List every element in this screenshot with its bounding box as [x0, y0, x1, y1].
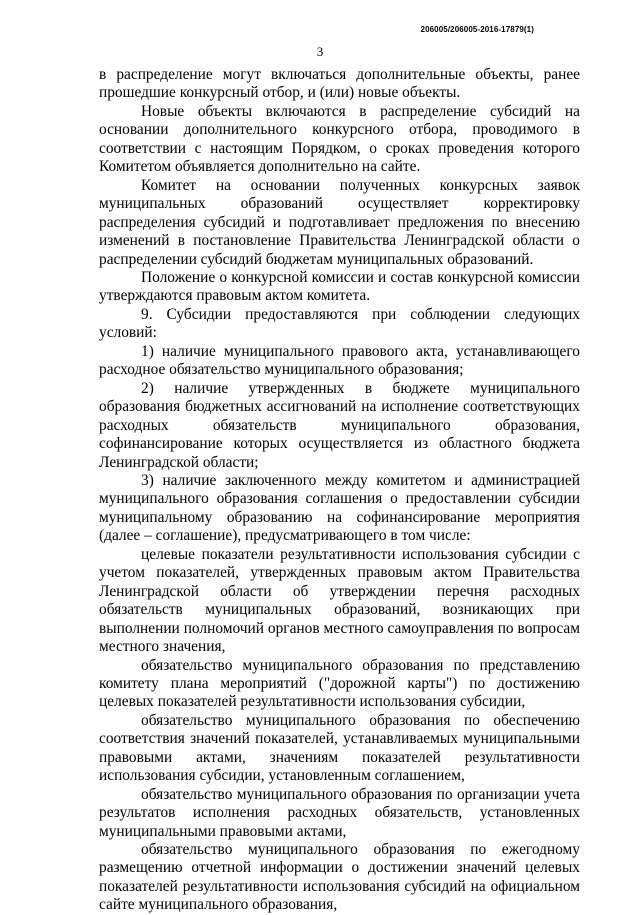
- paragraph: обязательство муниципального образования по организации учета результатов исполнения расходных обязательств, установленных муниципальными правовыми актами,: [99, 785, 580, 840]
- paragraph: 2) наличие утвержденных в бюджете муниципального образования бюджетных ассигнований на исполнение соответствующих расходных обязательств муниципального образования, софинансирование которых осуществляется из областного бюджета Ленинградской области;: [99, 379, 580, 471]
- paragraph: 1) наличие муниципального правового акта, устанавливающего расходное обязательство муниципального образования;: [99, 342, 580, 379]
- paragraph: обязательство муниципального образования по представлению комитету плана мероприятий ("дорожной карты") по достижению целевых показателей результативности использования субсидии,: [99, 656, 580, 711]
- paragraph: обязательство муниципального образования по ежегодному размещению отчетной информации о достижении значений целевых показателей результативности использования субсидий на официальном сайте муниципального образования,: [99, 841, 580, 914]
- document-body: [99, 66, 580, 915]
- paragraph: в распределение могут включаться дополнительные объекты, ранее прошедшие конкурсный отбор, и (или) новые объекты.: [99, 66, 580, 102]
- paragraph: обязательство муниципального образования по обеспечению соответствия значений показателей, устанавливаемых муниципальными правовыми актами, значениям показателей результативности использования субсидии, установленным соглашением,: [99, 711, 580, 785]
- paragraph: 9. Субсидии предоставляются при соблюдении следующих условий:: [99, 305, 580, 342]
- document-id: 206005/206005-2016-17879(1): [420, 25, 534, 34]
- paragraph: 3) наличие заключенного между комитетом и администрацией муниципального образования соглашения о предоставлении субсидии муниципальному образованию на софинансирование мероприятия (далее – соглашение), предусматривающего в том числе:: [99, 471, 580, 545]
- page-number: 3: [316, 44, 324, 59]
- paragraph: Положение о конкурсной комиссии и состав конкурсной комиссии утверждаются правовым актом комитета.: [99, 268, 580, 305]
- paragraph: Новые объекты включаются в распределение субсидий на основании дополнительного конкурсного отбора, проводимого в соответствии с настоящим Порядком, о сроках проведения которого Комитетом объявляется дополнительно на сайте.: [99, 102, 580, 176]
- paragraph: Комитет на основании полученных конкурсных заявок муниципальных образований осуществляет корректировку распределения субсидий и подготавливает предложения по внесению изменений в постановление Правительства Ленинградской области о распределении субсидий бюджетам муниципальных образований.: [99, 176, 580, 268]
- paragraph: целевые показатели результативности использования субсидии с учетом показателей, утвержденных правовым актом Правительства Ленинградской области об утверждении перечня расходных обязательств муниципальных образований, возникающих при выполнении полномочий органов местного самоуправления по вопросам местного значения,: [99, 545, 580, 656]
